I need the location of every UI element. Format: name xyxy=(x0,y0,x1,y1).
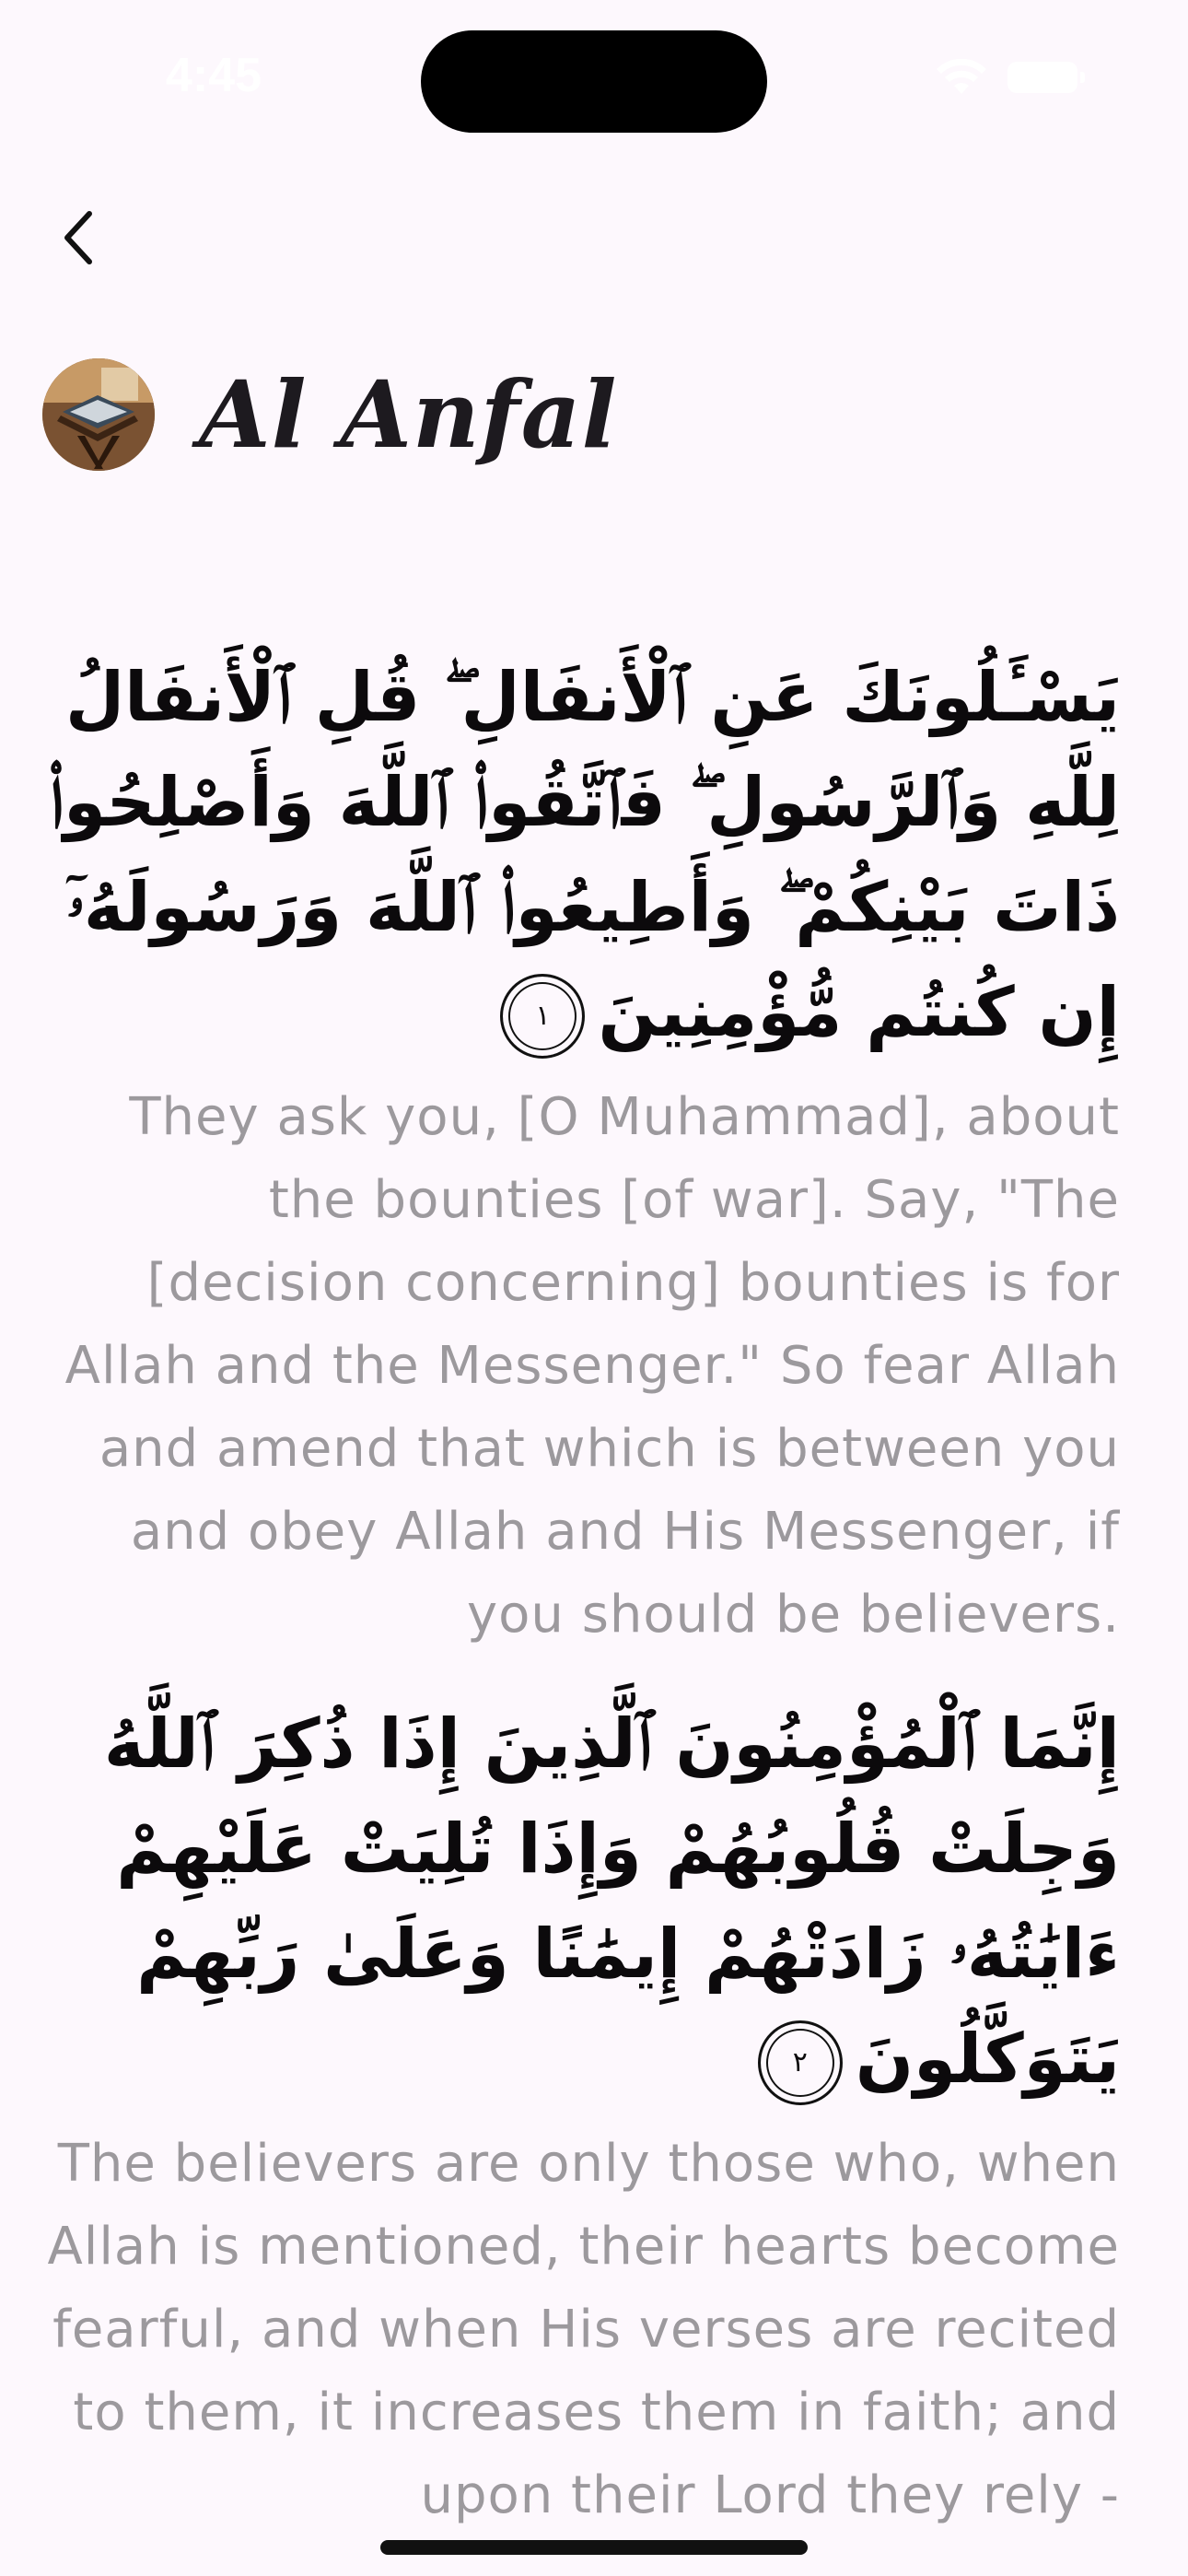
verse-arabic-text: يَسْـَٔلُونَكَ عَنِ ٱلْأَنفَالِ ۖ قُلِ ٱلْأَنفَالُ لِلَّهِ وَٱلرَّسُولِ ۖ فَٱتَّقُوا۟ ٱللَّهَ وَأَصْلِحُوا۟ ذَاتَ بَيْنِكُمْ ۖ وَأَطِيعُوا۟ ٱللَّهَ وَرَسُولَهُۥٓ إِن كُنتُم مُّؤْمِنِينَ xyxy=(48,658,1120,1052)
verse-arabic-text: إِنَّمَا ٱلْمُؤْمِنُونَ ٱلَّذِينَ إِذَا ذُكِرَ ٱللَّهُ وَجِلَتْ قُلُوبُهُمْ وَإِذَا تُلِيَتْ عَلَيْهِمْ ءَايَٰتُهُۥ زَادَتْهُمْ إِيمَٰنًا وَعَلَىٰ رَبِّهِمْ يَتَوَكَّلُونَ xyxy=(103,1704,1120,2099)
verse-item xyxy=(42,645,1120,1657)
verse-translation: The believers are only those who, when Allah is mentioned, their hearts become fearful, and when His verses are recited to them, it increases them in faith; and upon their Lord they rely - xyxy=(47,2134,1120,2525)
verse-translation: They ask you, [O Muhammad], about the bounties [of war]. Say, "The [decision concerning] bounties is for Allah and the Messenger." So fear Allah and amend that which is between you and obey Allah and His Messenger, if you should be believers. xyxy=(64,1087,1120,1645)
verse-arabic xyxy=(42,1692,1120,2112)
page-title: Al Anfal xyxy=(199,360,618,469)
home-indicator[interactable] xyxy=(380,2540,808,2555)
verse-list xyxy=(42,645,1120,2572)
battery-icon xyxy=(1007,62,1077,93)
chevron-left-icon xyxy=(58,208,99,271)
verse-arabic xyxy=(42,645,1120,1065)
ayah-number-marker: ٢ xyxy=(758,2020,843,2105)
ayah-number-marker: ١ xyxy=(500,974,585,1059)
status-icons xyxy=(936,59,1077,96)
surah-header xyxy=(42,357,617,472)
verse-item xyxy=(42,1692,1120,2537)
quran-stand-image xyxy=(42,358,155,471)
dynamic-island xyxy=(421,30,767,133)
status-bar xyxy=(0,0,1188,147)
back-button[interactable] xyxy=(37,193,120,286)
wifi-icon xyxy=(936,59,987,96)
status-time: 4:45 xyxy=(166,49,262,102)
